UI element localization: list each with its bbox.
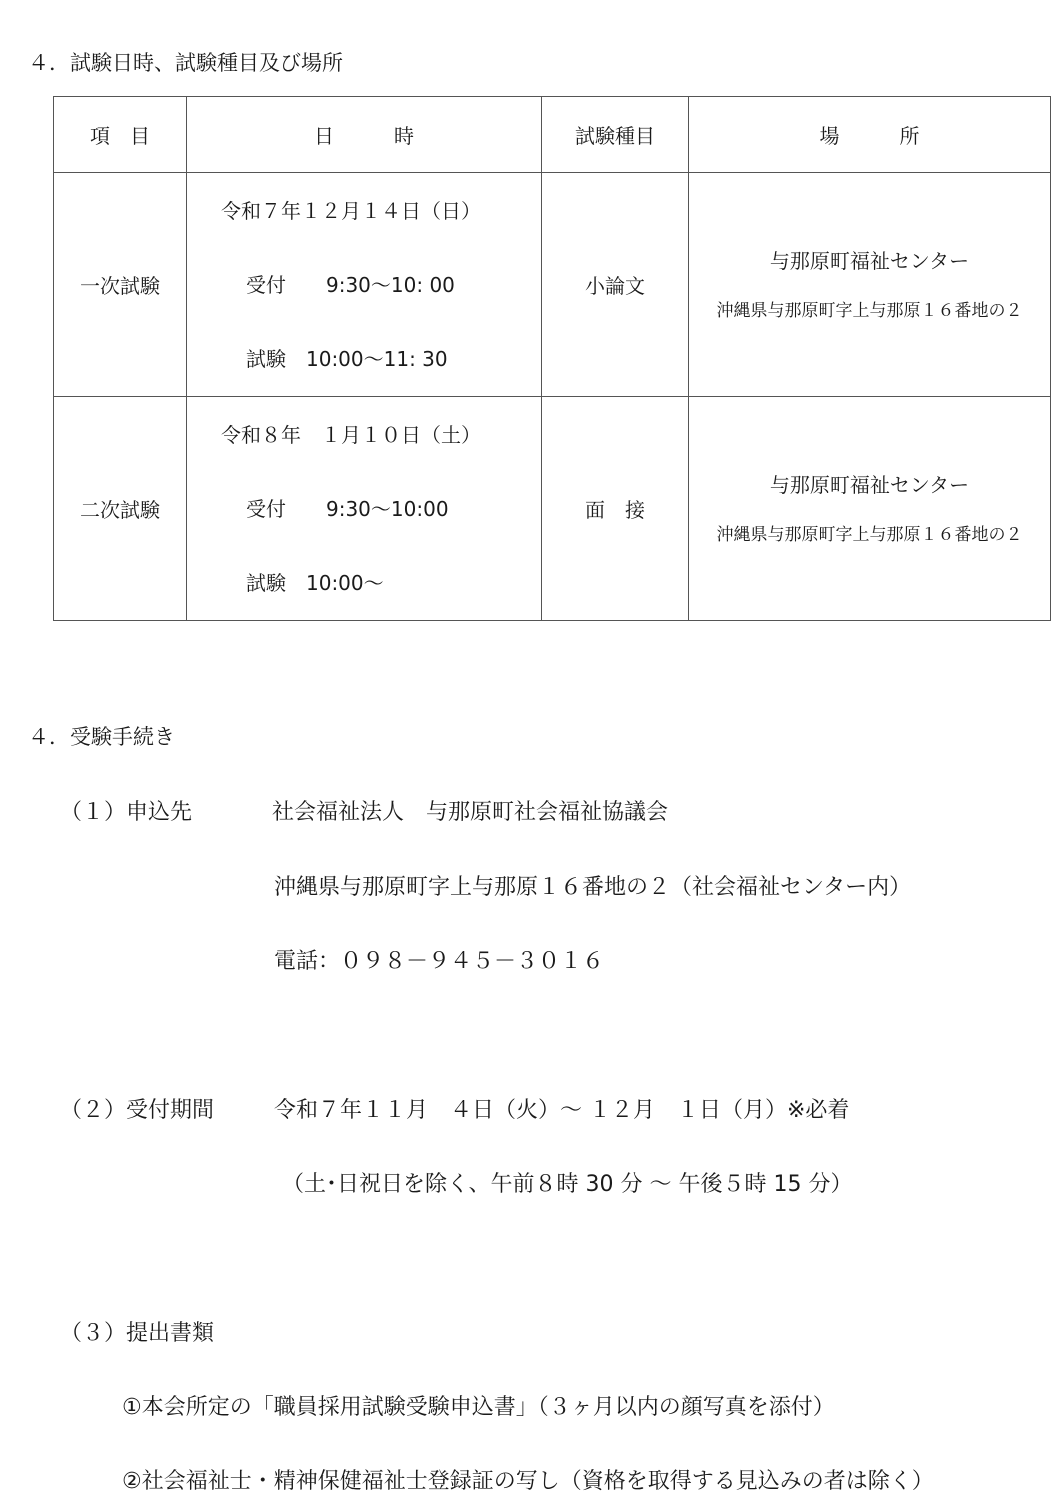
exam-date: 令和７年１２月１４日（日） (221, 198, 481, 223)
header-item: 項 目 (54, 97, 187, 173)
row-subject: 小論文 (542, 173, 689, 397)
exam-time: 試験 10:00～11: 30 (246, 346, 448, 371)
row-item: 二次試験 (54, 397, 187, 621)
row-datetime (187, 173, 542, 397)
applicant-org: 社会福祉法人 与那原町社会福祉協議会 (272, 800, 669, 825)
row-location (689, 397, 1051, 621)
section-heading-procedures: ４．受験手続き (28, 725, 175, 749)
venue-address: 沖縄県与那原町字上与那原１６番地の２ (716, 300, 1023, 321)
header-subject: 試験種目 (542, 97, 689, 173)
document-item: ②社会福祉士・精神保健福祉士登録証の写し（資格を取得する見込みの者は除く） (122, 1469, 934, 1494)
applicant-address: 沖縄県与那原町字上与那原１６番地の２（社会福祉センター内） (274, 875, 912, 900)
section-heading-exam: ４．試験日時、試験種目及び場所 (28, 51, 343, 75)
venue-name: 与那原町福祉センター (769, 248, 970, 273)
table-header-row (54, 97, 1051, 173)
venue-address: 沖縄県与那原町字上与那原１６番地の２ (716, 524, 1023, 545)
venue-name: 与那原町福祉センター (769, 472, 970, 497)
applicant-label: （１）申込先 (60, 800, 193, 825)
table-row-second-exam (54, 397, 1051, 621)
row-item: 一次試験 (54, 173, 187, 397)
documents-label: （３）提出書類 (60, 1321, 215, 1346)
row-subject: 面 接 (542, 397, 689, 621)
exam-schedule-table (53, 96, 1051, 621)
reception-time: 受付 9:30～10: 00 (246, 272, 455, 297)
period-dates: 令和７年１１月 ４日（火）～ １２月 １日（月）※必着 (274, 1098, 850, 1123)
header-location: 場 所 (689, 97, 1051, 173)
exam-date: 令和８年 １月１０日（土） (221, 422, 481, 447)
period-label: （２）受付期間 (60, 1098, 215, 1123)
reception-time: 受付 9:30～10:00 (246, 496, 449, 521)
header-datetime: 日 時 (187, 97, 542, 173)
row-location (689, 173, 1051, 397)
applicant-phone: 電話：０９８－９４５－３０１６ (274, 949, 605, 974)
period-hours: （土･日祝日を除く、午前８時 30 分 ～ 午後５時 15 分） (282, 1172, 853, 1197)
exam-time: 試験 10:00～ (246, 570, 384, 595)
row-datetime (187, 397, 542, 621)
document-item: ①本会所定の「職員採用試験受験申込書」（３ヶ月以内の顔写真を添付） (122, 1395, 835, 1420)
table-row-first-exam (54, 173, 1051, 397)
